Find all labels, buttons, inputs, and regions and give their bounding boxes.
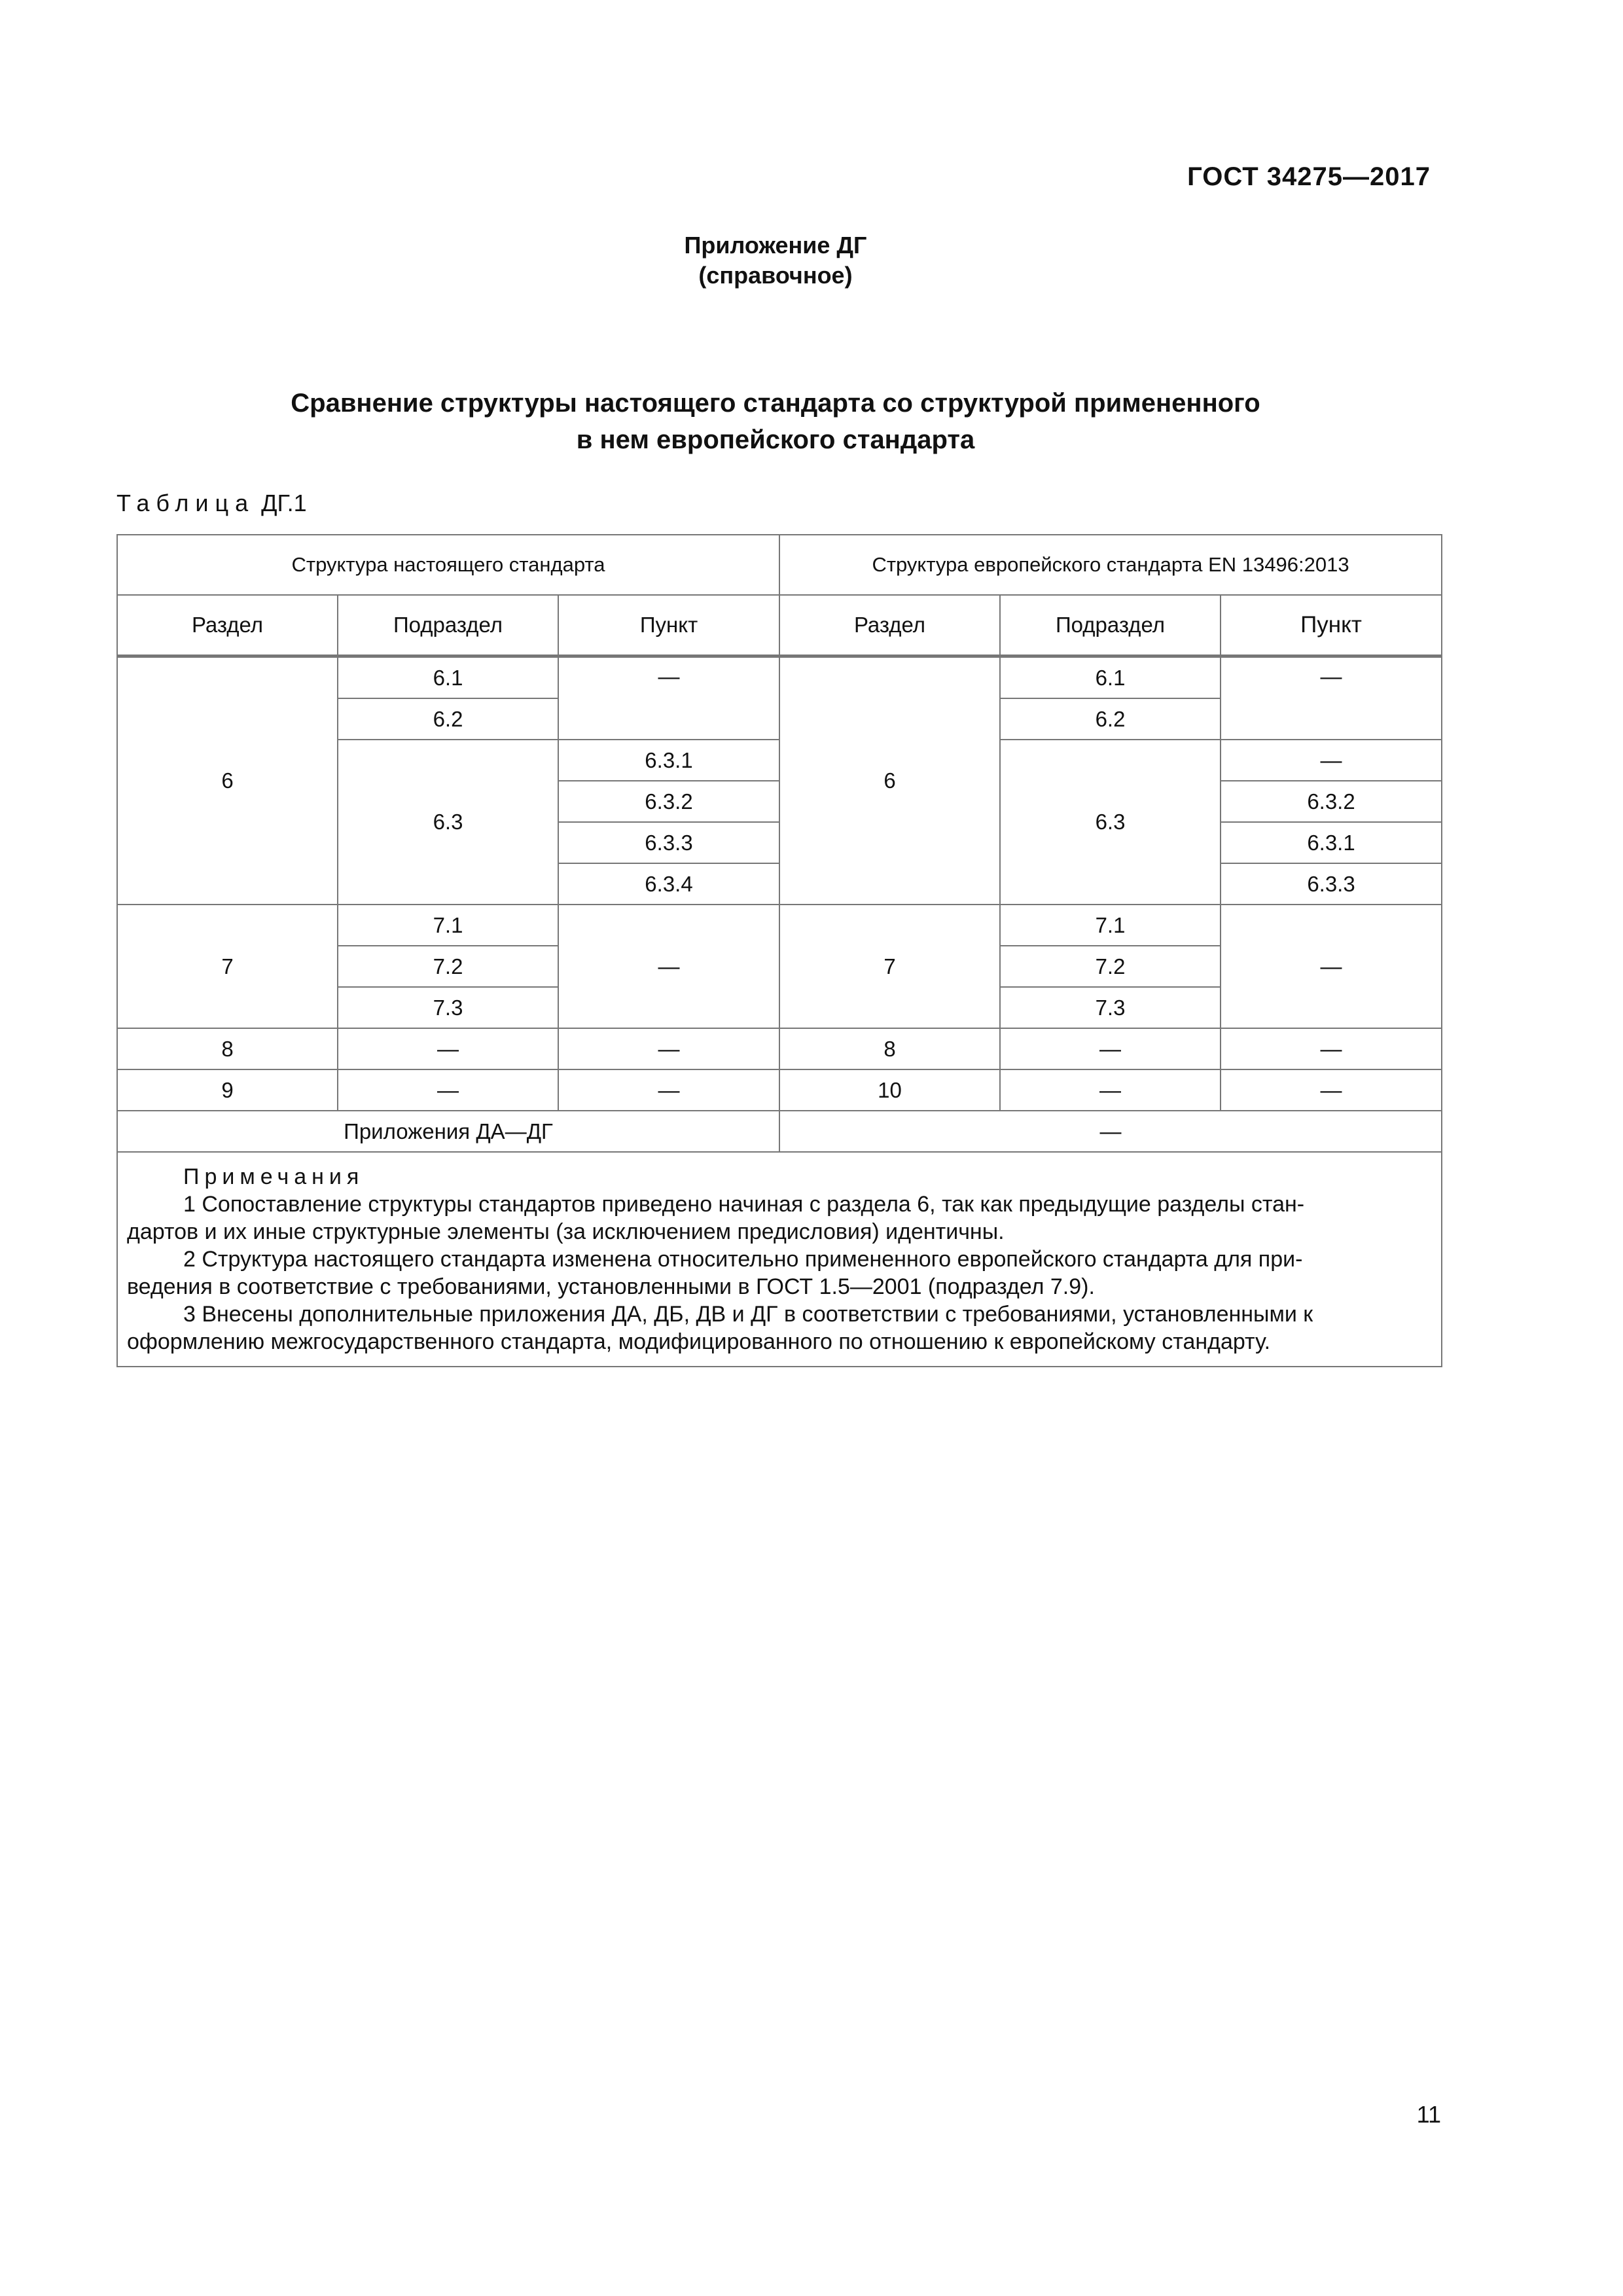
cell-annexes-left: Приложения ДА—ДГ: [117, 1111, 779, 1152]
col-header-left-item: Пункт: [558, 595, 779, 656]
cell-right-subsection: 7.2: [1000, 946, 1221, 987]
note-1-line-1: 1 Сопоставление структуры стандартов приведено начиная с раздела 6, так как предыдущие разделы стан-: [183, 1192, 1305, 1217]
cell-left-item: —: [558, 1028, 779, 1069]
cell-right-section: 8: [779, 1028, 1000, 1069]
cell-right-subsection: 6.2: [1000, 698, 1221, 740]
cell-right-item: 6.3.1: [1221, 822, 1442, 863]
cell-right-item: —: [1221, 1069, 1442, 1111]
cell-right-subsection: 6.3: [1000, 740, 1221, 905]
table-group-header-row: [117, 535, 1442, 595]
table-row: [117, 905, 1442, 946]
cell-right-item: —: [1221, 1028, 1442, 1069]
page-title: [0, 385, 1551, 458]
table-label: [116, 490, 307, 517]
page-title-line-1: Сравнение структуры настоящего стандарта со структурой примененного: [291, 389, 1260, 418]
cell-left-item: —: [558, 905, 779, 1028]
cell-right-section: 7: [779, 905, 1000, 1028]
cell-left-item: 6.3.1: [558, 740, 779, 781]
cell-right-subsection: —: [1000, 1028, 1221, 1069]
table-row: [117, 1028, 1442, 1069]
cell-annexes-right: —: [779, 1111, 1442, 1152]
cell-left-section: 6: [117, 656, 338, 905]
cell-right-subsection: 7.3: [1000, 987, 1221, 1028]
group-header-left: Структура настоящего стандарта: [117, 535, 779, 595]
cell-right-item: —: [1221, 740, 1442, 781]
table-column-header-row: [117, 595, 1442, 656]
col-header-left-section: Раздел: [117, 595, 338, 656]
appendix-heading: [0, 230, 1551, 291]
table-notes: [117, 1152, 1442, 1367]
note-3-line-2: оформлению межгосударственного стандарта, модифицированного по отношению к европейскому стандарту.: [127, 1329, 1271, 1354]
page-number: 11: [1416, 2101, 1441, 2128]
cell-left-item: 6.3.2: [558, 781, 779, 822]
table-row: [117, 1111, 1442, 1152]
col-header-right-section: Раздел: [779, 595, 1000, 656]
cell-left-subsection: —: [338, 1028, 558, 1069]
cell-left-section: 8: [117, 1028, 338, 1069]
col-header-left-subsection: Подраздел: [338, 595, 558, 656]
table-row: [117, 1069, 1442, 1111]
cell-left-subsection: 7.1: [338, 905, 558, 946]
cell-right-item: —: [1221, 656, 1442, 740]
table-label-word: Таблица: [116, 490, 255, 516]
page-title-line-2: в нем европейского стандарта: [576, 425, 975, 454]
note-2-line-1: 2 Структура настоящего стандарта изменена относительно примененного европейского стандарта для при-: [183, 1247, 1303, 1272]
note-1-line-2: дартов и их иные структурные элементы (за исключением предисловия) идентичны.: [127, 1219, 1005, 1244]
cell-left-subsection: 6.2: [338, 698, 558, 740]
cell-left-subsection: 7.2: [338, 946, 558, 987]
cell-left-section: 9: [117, 1069, 338, 1111]
note-3-line-1: 3 Внесены дополнительные приложения ДА, ДБ, ДВ и ДГ в соответствии с требованиями, установленными к: [183, 1302, 1313, 1327]
table-label-number: ДГ.1: [261, 490, 307, 516]
cell-left-item: —: [558, 656, 779, 740]
group-header-right: Структура европейского стандарта EN 13496:2013: [779, 535, 1442, 595]
col-header-right-item: Пункт: [1221, 595, 1442, 656]
cell-right-item: 6.3.3: [1221, 863, 1442, 905]
cell-left-subsection: 6.1: [338, 656, 558, 699]
comparison-table: [116, 534, 1442, 1367]
cell-right-section: 6: [779, 656, 1000, 905]
cell-left-item: 6.3.3: [558, 822, 779, 863]
cell-right-subsection: 7.1: [1000, 905, 1221, 946]
document-code: ГОСТ 34275—2017: [1187, 162, 1431, 191]
note-2-line-2: ведения в соответствие с требованиями, установленными в ГОСТ 1.5—2001 (подраздел 7.9).: [127, 1274, 1095, 1299]
cell-right-item: 6.3.2: [1221, 781, 1442, 822]
cell-left-section: 7: [117, 905, 338, 1028]
cell-left-item: 6.3.4: [558, 863, 779, 905]
cell-left-item: —: [558, 1069, 779, 1111]
cell-right-subsection: 6.1: [1000, 656, 1221, 699]
appendix-title: Приложение ДГ: [684, 232, 867, 259]
table-row: [117, 656, 1442, 699]
notes-heading: Примечания: [183, 1164, 365, 1189]
cell-left-subsection: 7.3: [338, 987, 558, 1028]
appendix-subtitle: (справочное): [698, 262, 853, 289]
cell-left-subsection: 6.3: [338, 740, 558, 905]
cell-left-subsection: —: [338, 1069, 558, 1111]
cell-right-section: 10: [779, 1069, 1000, 1111]
cell-right-subsection: —: [1000, 1069, 1221, 1111]
cell-right-item: —: [1221, 905, 1442, 1028]
notes-row: [117, 1152, 1442, 1367]
col-header-right-subsection: Подраздел: [1000, 595, 1221, 656]
